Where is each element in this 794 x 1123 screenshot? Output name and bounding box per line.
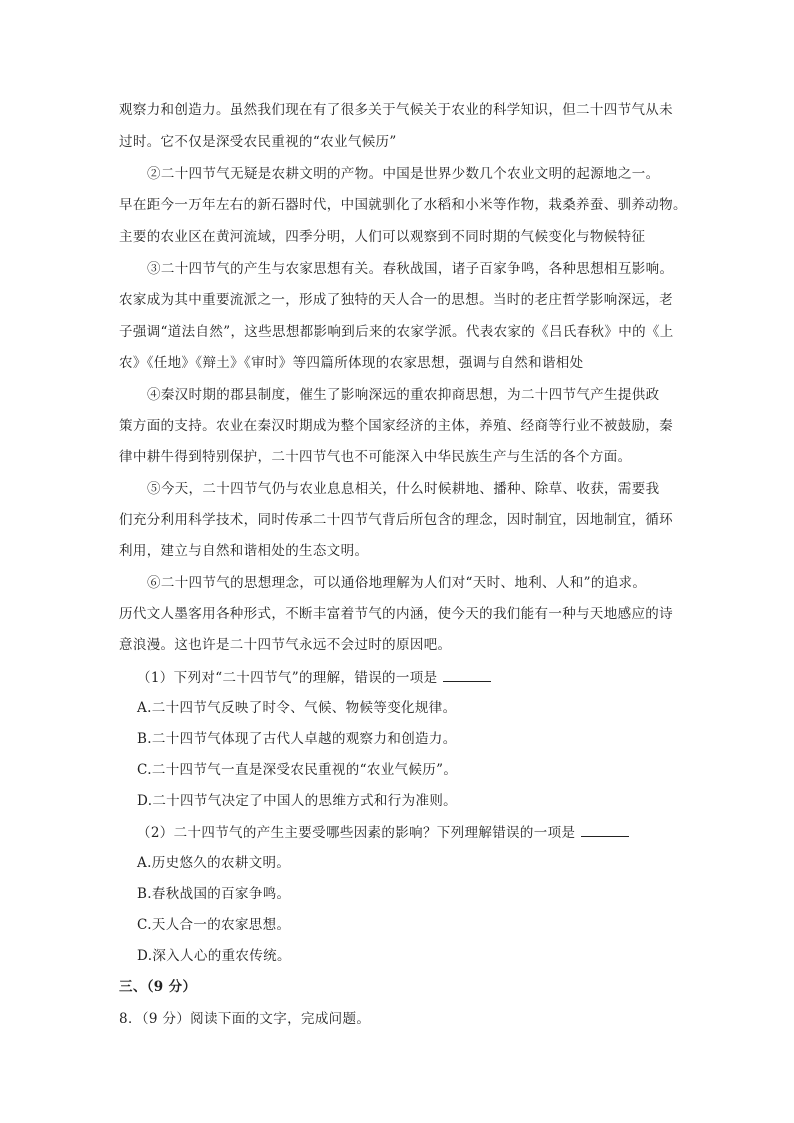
- question-1-option-b: B.二十四节气体现了古代人卓越的观察力和创造力。: [137, 731, 457, 747]
- answer-blank: [581, 822, 629, 837]
- paragraph-5-line: ⑤今天，二十四节气仍与农业息息相关，什么时候耕地、播种、除草、收获，需要我: [147, 481, 660, 497]
- paragraph-6-line: 意浪漫。这也许是二十四节气永远不会过时的原因吧。: [119, 637, 452, 653]
- paragraph-5-line: 们充分利用科学技术，同时传承二十四节气背后所包含的理念，因时制宜，因地制宜，循环: [119, 512, 673, 528]
- question-2-option-c: C.天人合一的农家思想。: [137, 917, 291, 933]
- paragraph-4-line: ④秦汉时期的郡县制度，催生了影响深远的重农抑商思想，为二十四节气产生提供政: [147, 387, 660, 403]
- section-heading: 三、（9 分）: [119, 979, 197, 995]
- passage-line: 观察力和创造力。虽然我们现在有了很多关于气候关于农业的科学知识，但二十四节气从未: [119, 102, 673, 118]
- question-1-option-a: A.二十四节气反映了时令、气候、物候等变化规律。: [137, 700, 457, 716]
- paragraph-6-line: ⑥二十四节气的思想理念，可以通俗地理解为人们对“天时、地利、人和”的追求。: [147, 575, 647, 591]
- paragraph-2-line: 早在距今一万年左右的新石器时代，中国就驯化了水稻和小米等作物，栽桑养蚕、驯养动物。: [119, 197, 687, 213]
- paragraph-3-line: ③二十四节气的产生与农家思想有关。春秋战国，诸子百家争鸣，各种思想相互影响。: [147, 261, 674, 277]
- question-1-option-c: C.二十四节气一直是深受农民重视的“农业气候历”。: [137, 762, 458, 778]
- paragraph-3-line: 农家成为其中重要流派之一，形成了独特的天人合一的思想。当时的老庄哲学影响深远，老: [119, 292, 673, 308]
- question-2-text: （2）二十四节气的产生主要受哪些因素的影响？下列理解错误的一项是: [137, 825, 576, 841]
- paragraph-6-line: 历代文人墨客用各种形式，不断丰富着节气的内涵，使今天的我们能有一种与天地感应的诗: [119, 606, 673, 622]
- question-1-option-d: D.二十四节气决定了中国人的思维方式和行为准则。: [137, 793, 458, 809]
- paragraph-4-line: 律中耕牛得到特别保护，二十四节气也不可能深入中华民族生产与生活的各个方面。: [119, 449, 632, 465]
- question-2-option-b: B.春秋战国的百家争鸣。: [137, 886, 291, 902]
- question-2-option-a: A.历史悠久的农耕文明。: [137, 855, 291, 871]
- passage-line: 过时。它不仅是深受农民重视的“农业气候历”: [119, 134, 397, 150]
- question-2-option-d: D.深入人心的重农传统。: [137, 948, 291, 964]
- question-1-stem: [137, 667, 697, 688]
- paragraph-5-line: 利用，建立与自然和谐相处的生态文明。: [119, 543, 369, 559]
- question-2-stem: [137, 822, 697, 843]
- paragraph-2-line: 主要的农业区在黄河流域，四季分明，人们可以观察到不同时期的气候变化与物候特征: [119, 229, 646, 245]
- paragraph-2-line: ②二十四节气无疑是农耕文明的产物。中国是世界少数几个农业文明的起源地之一。: [147, 166, 660, 182]
- paragraph-3-line: 农》《任地》《辩土》《审时》等四篇所体现的农家思想，强调与自然和谐相处: [119, 355, 584, 371]
- paragraph-3-line: 子强调“道法自然”，这些思想都影响到后来的农家学派。代表农家的《吕氏春秋》中的《上: [119, 324, 674, 340]
- paragraph-4-line: 策方面的支持。农业在秦汉时期成为整个国家经济的主体，养殖、经商等行业不被鼓励，秦: [119, 418, 673, 434]
- question-1-text: （1）下列对“二十四节气”的理解，错误的一项是: [137, 670, 438, 686]
- answer-blank: [443, 667, 491, 682]
- question-8-prompt: 8．（9 分）阅读下面的文字，完成问题。: [119, 1011, 371, 1027]
